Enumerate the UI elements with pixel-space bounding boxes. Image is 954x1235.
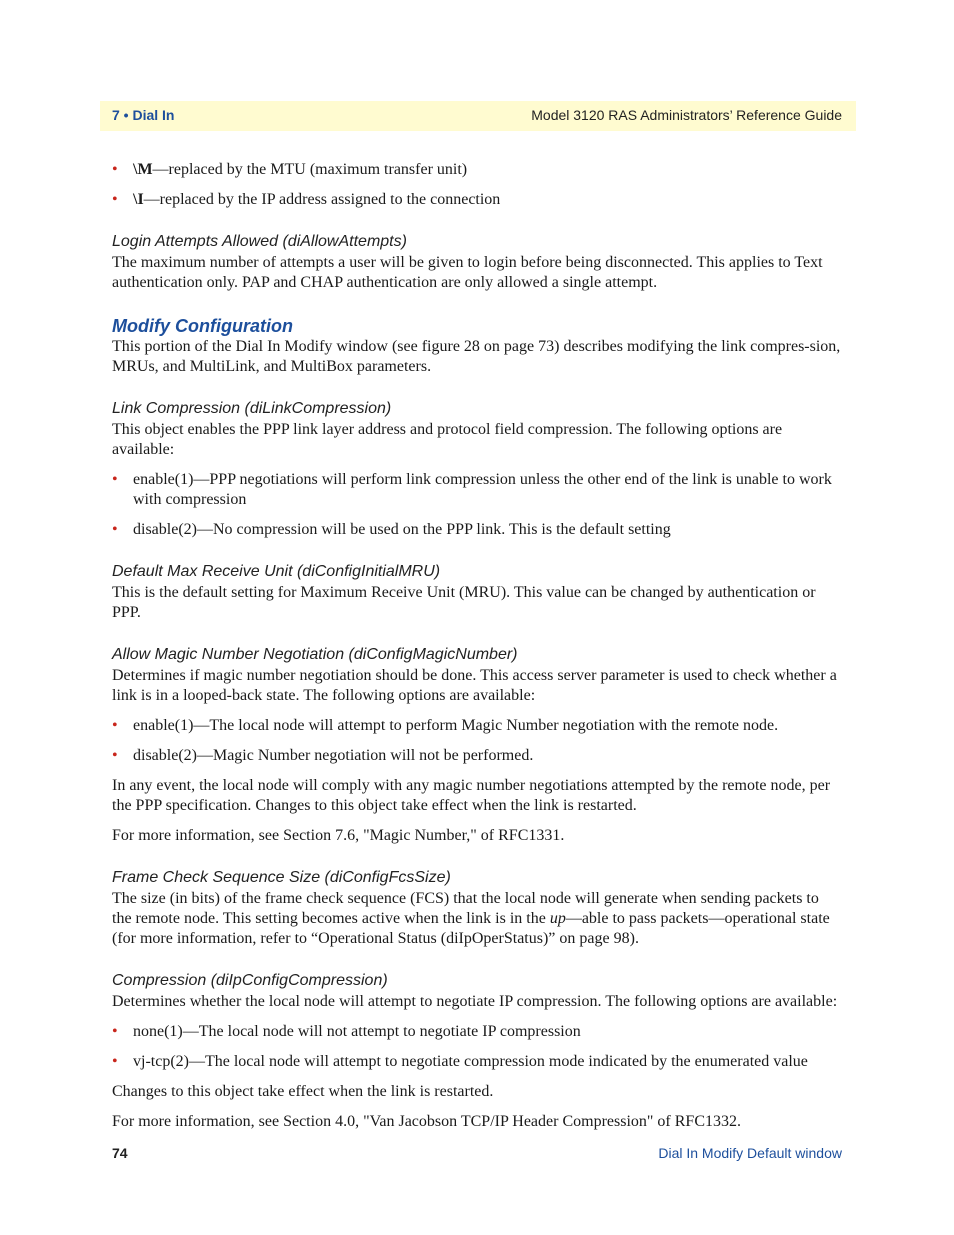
paragraph: Determines if magic number negotiation should be done. This access server parameter is used to check whether a link is in a looped-back state. The following options are available: [112, 667, 837, 704]
guide-title: Model 3120 RAS Administrators’ Reference Guide [531, 107, 842, 123]
bullet-icon: • [112, 161, 118, 178]
bullet-text: none(1)—The local node will not attempt to negotiate IP compression [133, 1023, 581, 1040]
bullet-text: enable(1)—PPP negotiations will perform link compression unless the other end of the link is unable to work with compression [133, 471, 832, 508]
paragraph: In any event, the local node will comply with any magic number negotiations attempted by the remote node, per the PPP specification. Changes to this object take effect when the link is restarted. [112, 777, 831, 814]
emphasis-text: up [549, 910, 566, 927]
page-body [112, 160, 842, 1142]
bullet-text: vj-tcp(2)—The local node will attempt to negotiate compression mode indicated by the enumerated value [133, 1053, 808, 1070]
paragraph: Determines whether the local node will attempt to negotiate IP compression. The following options are available: [112, 993, 838, 1010]
bullet-icon: • [112, 1023, 118, 1040]
list-item [112, 1022, 842, 1042]
bullet-text: disable(2)—No compression will be used on the PPP link. This is the default setting [133, 521, 671, 538]
section-heading: Allow Magic Number Negotiation (diConfigMagicNumber) [112, 646, 518, 663]
list-item [112, 160, 842, 180]
paragraph: The maximum number of attempts a user will be given to login before being disconnected. This applies to Text authentication only. PAP and CHAP authentication are only allowed a single attempt. [112, 254, 823, 291]
footer-section-title: Dial In Modify Default window [658, 1145, 842, 1161]
paragraph [112, 889, 842, 949]
list-item [112, 470, 842, 510]
paragraph: This object enables the PPP link layer address and protocol field compression. The following options are available: [112, 421, 783, 458]
bullet-icon: • [112, 521, 118, 538]
section-heading: Compression (diIpConfigCompression) [112, 972, 388, 989]
paragraph: This portion of the Dial In Modify window (see figure 28 on page 73) describes modifying the link compres-sion, MRUs, and MultiLink, and MultiBox parameters. [112, 338, 841, 375]
section-heading: Link Compression (diLinkCompression) [112, 400, 392, 417]
bullet-text: —replaced by the MTU (maximum transfer unit) [152, 161, 468, 178]
bullet-icon: • [112, 1053, 118, 1070]
bullet-text: —replaced by the IP address assigned to the connection [143, 191, 501, 208]
escape-code: \I [133, 191, 144, 208]
paragraph: For more information, see Section 7.6, "Magic Number," of RFC1331. [112, 827, 565, 844]
bullet-icon: • [112, 191, 118, 208]
page-number: 74 [112, 1145, 128, 1161]
bullet-text: enable(1)—The local node will attempt to perform Magic Number negotiation with the remote node. [133, 717, 779, 734]
list-item [112, 1052, 842, 1072]
section-heading: Frame Check Sequence Size (diConfigFcsSize) [112, 869, 451, 886]
paragraph: This is the default setting for Maximum Receive Unit (MRU). This value can be changed by authentication or PPP. [112, 584, 816, 621]
bullet-icon: • [112, 747, 118, 764]
paragraph: Changes to this object take effect when the link is restarted. [112, 1083, 494, 1100]
list-item [112, 716, 842, 736]
section-heading: Login Attempts Allowed (diAllowAttempts) [112, 233, 407, 250]
bullet-icon: • [112, 471, 118, 488]
list-item [112, 190, 842, 210]
section-title: Modify Configuration [112, 316, 293, 336]
paragraph-text: —able to pass packets—operational state (for more information, refer to “Operational Status (diIpOperStatus)” on page 98). [112, 910, 830, 947]
list-item [112, 746, 842, 766]
page-header [100, 101, 856, 131]
list-item [112, 520, 842, 540]
chapter-label: 7 • Dial In [112, 107, 175, 123]
bullet-text: disable(2)—Magic Number negotiation will not be performed. [133, 747, 534, 764]
paragraph: For more information, see Section 4.0, "Van Jacobson TCP/IP Header Compression" of RFC1332. [112, 1113, 741, 1130]
section-heading: Default Max Receive Unit (diConfigInitialMRU) [112, 563, 441, 580]
paragraph-text: The size (in bits) of the frame check sequence (FCS) that the local node will generate when sending packets to the remote node. This setting becomes active when the link is in the [112, 890, 819, 927]
bullet-icon: • [112, 717, 118, 734]
escape-code: \M [133, 161, 153, 178]
